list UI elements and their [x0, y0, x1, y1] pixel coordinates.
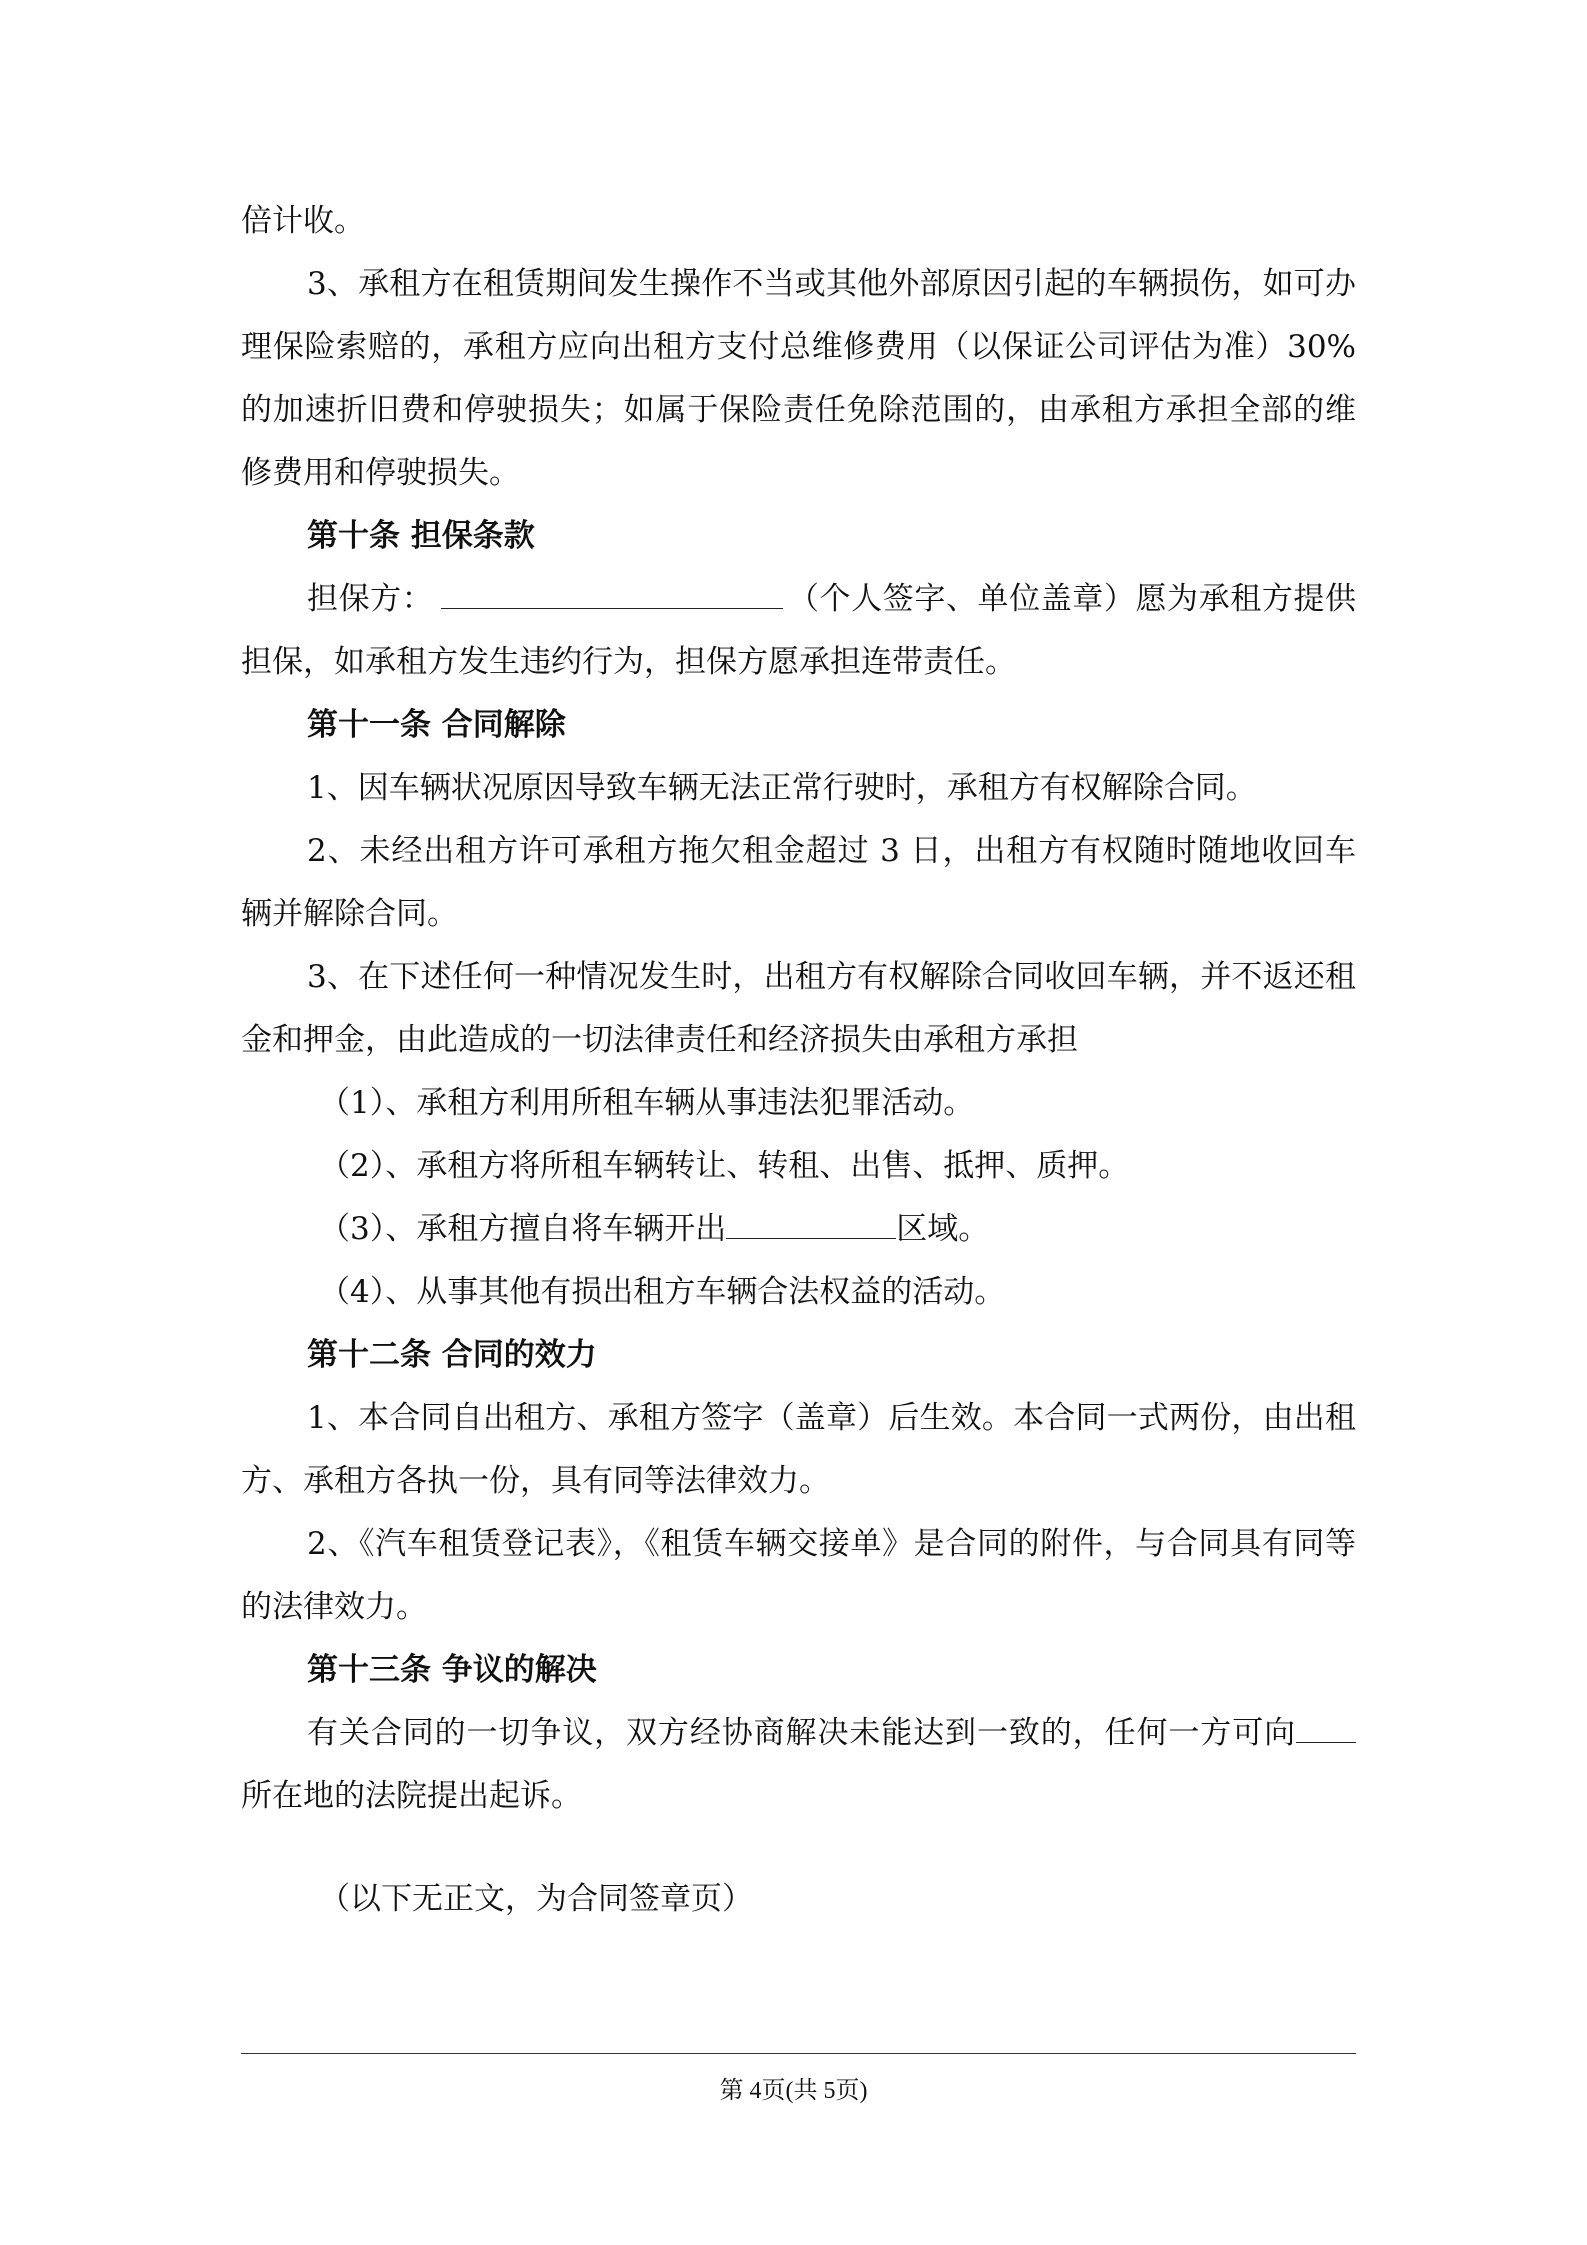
- article-13-heading: 第十三条 争议的解决: [307, 1652, 597, 1688]
- article-10-heading: 第十条 担保条款: [307, 518, 535, 554]
- court-blank: [1296, 1714, 1356, 1743]
- region-blank: [726, 1210, 896, 1239]
- validity-item-2: 2、《汽车租赁登记表》，《租赁车辆交接单》是合同的附件，与合同具有同等的法律效力。: [241, 1526, 1356, 1625]
- condition-2: （2）、承租方将所租车辆转让、转租、出售、抵押、质押。: [319, 1148, 1130, 1184]
- article-11-heading: 第十一条 合同解除: [307, 707, 566, 743]
- termination-item-2: 2、未经出租方许可承租方拖欠租金超过 3 日，出租方有权随时随地收回车辆并解除合同。: [241, 833, 1356, 932]
- guarantor-blank: [441, 580, 783, 609]
- paragraph-continuation: 倍计收。: [241, 203, 365, 239]
- dispute-suffix: 所在地的法院提出起诉。: [241, 1778, 582, 1814]
- clause-9-item-3: 3、承租方在租赁期间发生操作不当或其他外部原因引起的车辆损伤，如可办理保险索赔的，承租方应向出租方支付总维修费用（以保证公司评估为准）30%的加速折旧费和停驶损失；如属于保险责任免除范围的，由承租方承担全部的维修费用和停驶损失。: [241, 266, 1356, 491]
- footer-divider: [241, 2053, 1356, 2054]
- termination-item-3: 3、在下述任何一种情况发生时，出租方有权解除合同收回车辆，并不返还租金和押金，由此造成的一切法律责任和经济损失由承租方承担: [241, 959, 1356, 1058]
- closing-note: （以下无正文，为合同签章页）: [319, 1881, 753, 1917]
- guarantee-clause: [241, 568, 1356, 694]
- article-12-heading: 第十二条 合同的效力: [307, 1337, 597, 1373]
- document-body: [241, 190, 1356, 1931]
- validity-item-1: 1、本合同自出租方、承租方签字（盖章）后生效。本合同一式两份，由出租方、承租方各执一份，具有同等法律效力。: [241, 1400, 1356, 1499]
- condition-3-suffix: 区域。: [896, 1211, 990, 1247]
- condition-4: （4）、从事其他有损出租方车辆合法权益的活动。: [319, 1274, 1006, 1310]
- dispute-text: 有关合同的一切争议，双方经协商解决未能达到一致的，任何一方可向: [307, 1715, 1296, 1751]
- page-number: 第 4页(共 5页): [719, 2078, 868, 2104]
- guarantee-text: （个人签字、单位盖章）愿为承租方提供担保，如承租方发生违约行为，担保方愿承担连带责任。: [241, 581, 1357, 680]
- termination-item-1: 1、因车辆状况原因导致车辆无法正常行驶时，承租方有权解除合同。: [307, 770, 1257, 806]
- condition-3: [319, 1198, 1356, 1261]
- condition-3-text: （3）、承租方擅自将车辆开出: [319, 1211, 727, 1247]
- dispute-clause: [241, 1702, 1356, 1828]
- condition-1: （1）、承租方利用所租车辆从事违法犯罪活动。: [319, 1085, 975, 1121]
- guarantor-label: 担保方：: [307, 581, 434, 617]
- spacer: [241, 1828, 1356, 1868]
